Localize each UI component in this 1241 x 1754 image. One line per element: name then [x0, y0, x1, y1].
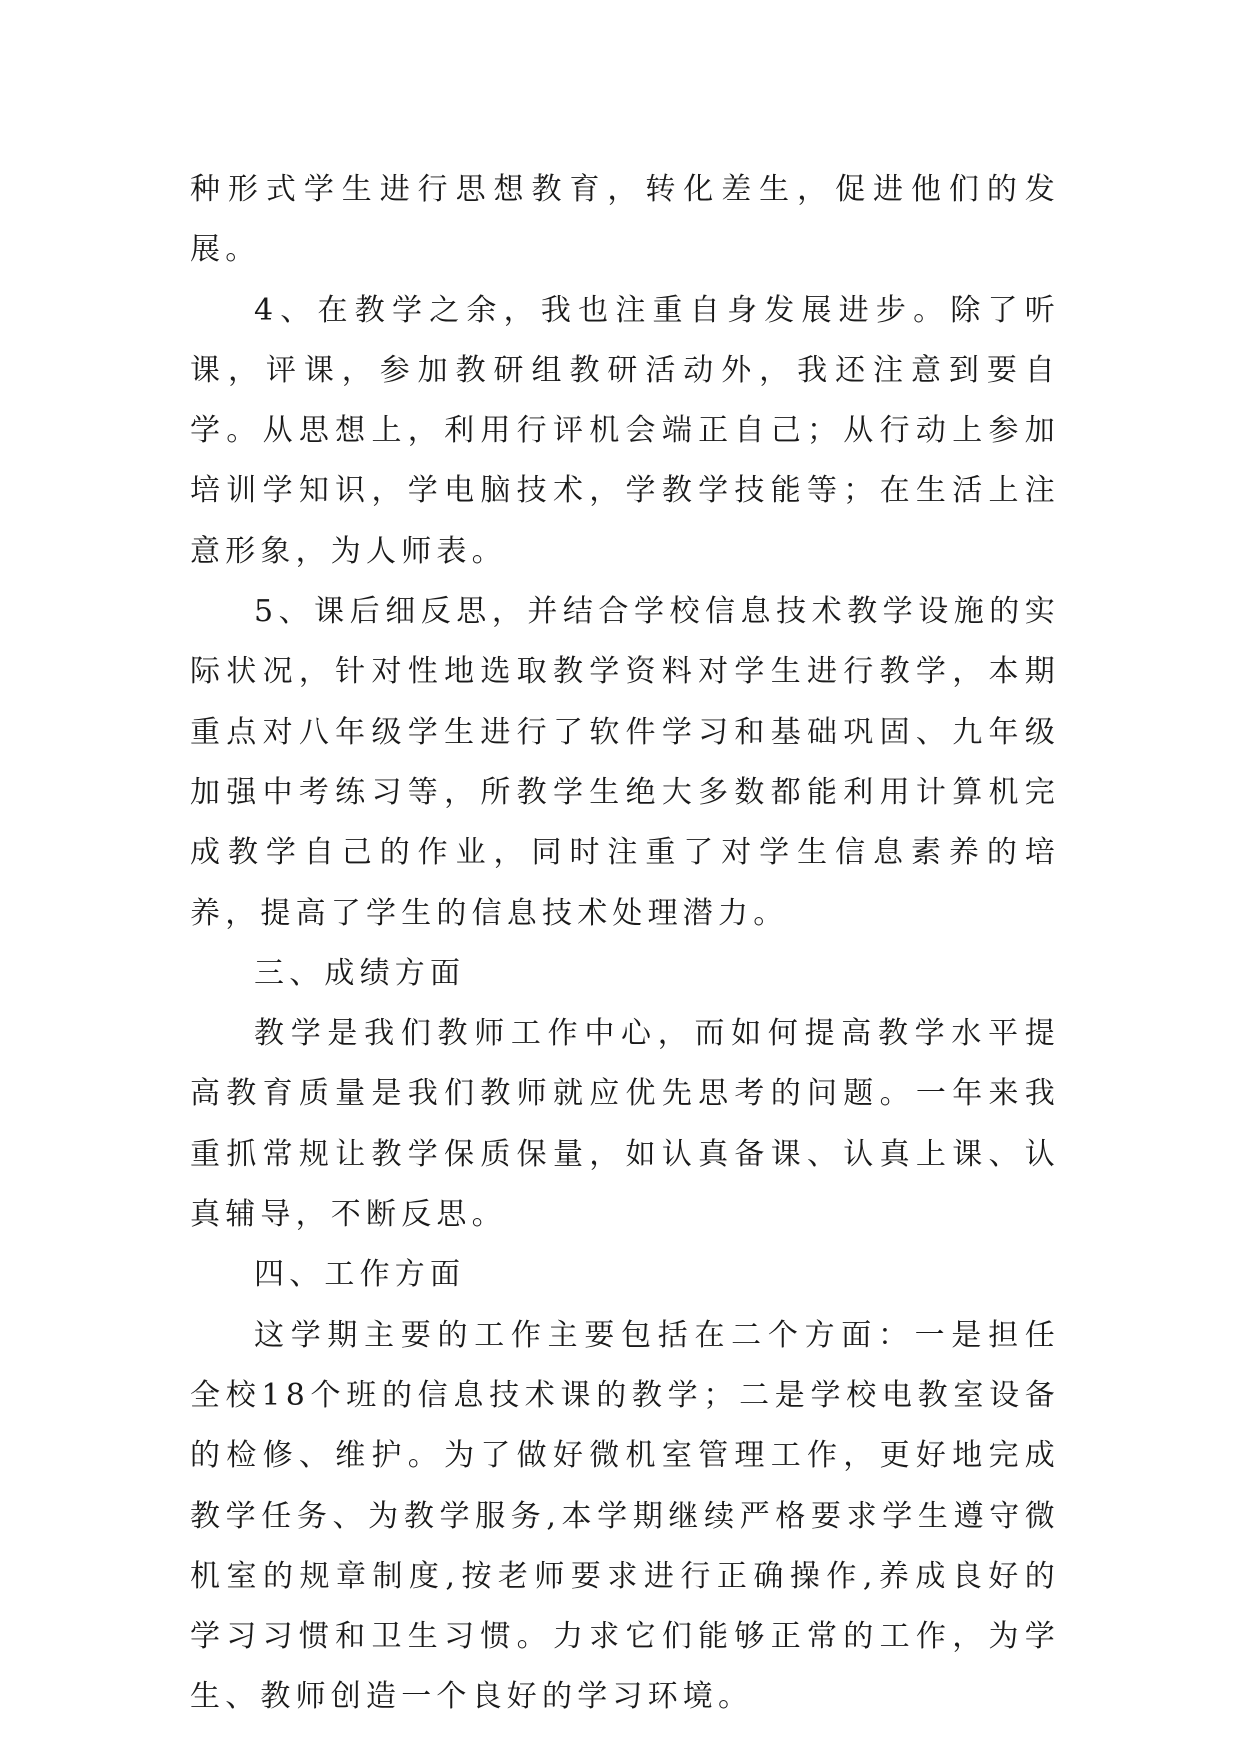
paragraph-continuation: 种形式学生进行思想教育，转化差生，促进他们的发展。	[190, 172, 1060, 268]
paragraph-item-4: 4、在教学之余，我也注重自身发展进步。除了听课，评课，参加教研组教研活动外，我还注意到要自学。从思想上，利用行评机会端正自己；从行动上参加培训学知识，学电脑技术，学教学技能等；在生活上注意形象，为人师表。	[190, 292, 1060, 569]
paragraph-achievements: 教学是我们教师工作中心，而如何提高教学水平提高教育质量是我们教师就应优先思考的问题。一年来我重抓常规让教学保质保量，如认真备课、认真上课、认真辅导，不断反思。	[190, 1016, 1060, 1233]
section-heading-work: 四、工作方面	[254, 1257, 466, 1293]
paragraph-item-5: 5、课后细反思，并结合学校信息技术教学设施的实际状况，针对性地选取教学资料对学生进行教学，本期重点对八年级学生进行了软件学习和基础巩固、九年级加强中考练习等，所教学生绝大多数都能利用计算机完成教学自己的作业，同时注重了对学生信息素养的培养，提高了学生的信息技术处理潜力。	[190, 594, 1060, 931]
document-body	[190, 160, 1060, 1728]
paragraph-work: 这学期主要的工作主要包括在二个方面：一是担任全校18个班的信息技术课的教学；二是学校电教室设备的检修、维护。为了做好微机室管理工作，更好地完成教学任务、为教学服务,本学期继续严格要求学生遵守微机室的规章制度,按老师要求进行正确操作,养成良好的学习习惯和卫生习惯。力求它们能够正常的工作，为学生、教师创造一个良好的学习环境。	[190, 1317, 1060, 1715]
section-heading-achievements: 三、成绩方面	[254, 955, 466, 991]
